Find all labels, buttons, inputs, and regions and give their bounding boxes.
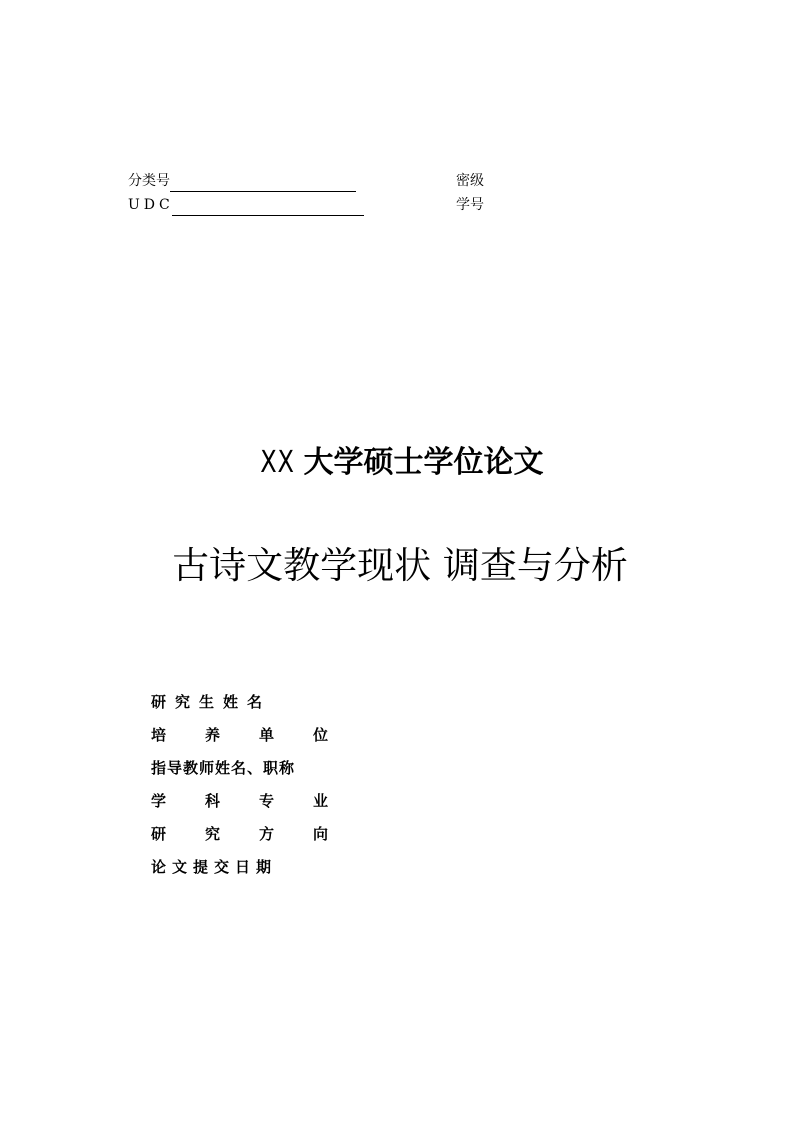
classification-label: 分类号 <box>128 173 170 189</box>
info-field-student-name: 研究生姓名 <box>151 693 272 711</box>
info-field-training-unit: 培养单位 <box>151 726 368 744</box>
secret-level-label: 密级 <box>456 173 484 189</box>
udc-row <box>128 194 364 216</box>
student-id-label: 学号 <box>456 197 484 213</box>
info-field-major: 学科专业 <box>151 792 368 810</box>
classification-blank[interactable] <box>170 175 356 192</box>
info-field-list <box>151 688 367 886</box>
info-field-submission-date: 论文提交日期 <box>151 858 278 876</box>
info-field-advisor: 指导教师姓名、职称 <box>151 759 296 777</box>
info-field-research-direction: 研究方向 <box>151 825 368 843</box>
thesis-title: 古诗文教学现状 调查与分析 <box>172 544 628 587</box>
classification-row <box>128 170 356 192</box>
university-title <box>0 440 800 486</box>
university-title-suffix: 大学硕士学位论文 <box>303 445 544 480</box>
udc-label: UDC <box>128 197 174 213</box>
udc-blank[interactable] <box>172 199 364 216</box>
university-name-prefix: XX <box>260 445 296 480</box>
